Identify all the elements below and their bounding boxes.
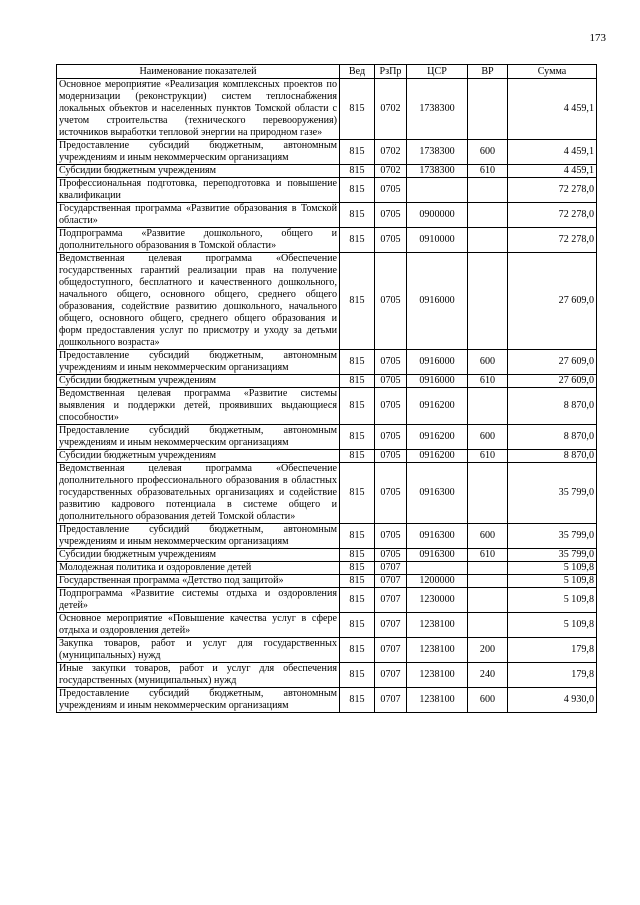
cell-vr xyxy=(468,463,508,524)
cell-sum: 72 278,0 xyxy=(508,203,597,228)
cell-sum: 4 459,1 xyxy=(508,165,597,178)
cell-rzpr: 0707 xyxy=(375,575,407,588)
cell-name: Основное мероприятие «Повышение качества услуг в сфере отдыха и оздоровления детей» xyxy=(57,613,340,638)
cell-name: Субсидии бюджетным учреждениям xyxy=(57,375,340,388)
cell-rzpr: 0707 xyxy=(375,562,407,575)
cell-name: Ведомственная целевая программа «Обеспечение дополнительного профессионального образования в областных государственных образовательных организациях и содействие развитию кадрового потенциала в системе общего и дополнительного образования детей Томской области» xyxy=(57,463,340,524)
cell-csr: 1230000 xyxy=(407,588,468,613)
cell-name: Предоставление субсидий бюджетным, автономным учреждениям и иным некоммерческим организациям xyxy=(57,425,340,450)
cell-vr: 610 xyxy=(468,375,508,388)
cell-name: Подпрограмма «Развитие дошкольного, общего и дополнительного образования в Томской области» xyxy=(57,228,340,253)
table-row xyxy=(57,228,597,253)
cell-vr: 610 xyxy=(468,549,508,562)
table-row xyxy=(57,562,597,575)
cell-vr xyxy=(468,575,508,588)
cell-rzpr: 0705 xyxy=(375,549,407,562)
page-number: 173 xyxy=(589,32,606,44)
table-row xyxy=(57,203,597,228)
cell-vr xyxy=(468,228,508,253)
cell-csr: 1238100 xyxy=(407,688,468,713)
cell-sum: 4 459,1 xyxy=(508,79,597,140)
cell-csr: 0910000 xyxy=(407,228,468,253)
cell-csr: 0916300 xyxy=(407,549,468,562)
cell-ved: 815 xyxy=(340,463,375,524)
cell-csr: 0900000 xyxy=(407,203,468,228)
header-vr: ВР xyxy=(468,65,508,79)
table-row xyxy=(57,253,597,350)
cell-vr xyxy=(468,253,508,350)
cell-vr xyxy=(468,79,508,140)
cell-csr: 1738300 xyxy=(407,79,468,140)
table-row xyxy=(57,79,597,140)
cell-rzpr: 0702 xyxy=(375,79,407,140)
cell-ved: 815 xyxy=(340,140,375,165)
cell-ved: 815 xyxy=(340,688,375,713)
cell-rzpr: 0707 xyxy=(375,688,407,713)
cell-sum: 5 109,8 xyxy=(508,613,597,638)
cell-sum: 35 799,0 xyxy=(508,524,597,549)
header-name: Наименование показателей xyxy=(57,65,340,79)
cell-name: Закупка товаров, работ и услуг для государственных (муниципальных) нужд xyxy=(57,638,340,663)
cell-name: Субсидии бюджетным учреждениям xyxy=(57,450,340,463)
cell-name: Субсидии бюджетным учреждениям xyxy=(57,165,340,178)
cell-vr: 240 xyxy=(468,663,508,688)
cell-vr: 610 xyxy=(468,450,508,463)
header-rzpr: РзПр xyxy=(375,65,407,79)
cell-sum: 8 870,0 xyxy=(508,388,597,425)
cell-name: Государственная программа «Детство под защитой» xyxy=(57,575,340,588)
cell-sum: 72 278,0 xyxy=(508,178,597,203)
cell-sum: 4 459,1 xyxy=(508,140,597,165)
cell-ved: 815 xyxy=(340,388,375,425)
cell-rzpr: 0705 xyxy=(375,524,407,549)
cell-ved: 815 xyxy=(340,524,375,549)
table-row xyxy=(57,663,597,688)
table-row xyxy=(57,350,597,375)
cell-csr: 1738300 xyxy=(407,140,468,165)
cell-vr: 600 xyxy=(468,524,508,549)
cell-vr: 600 xyxy=(468,688,508,713)
cell-sum: 5 109,8 xyxy=(508,588,597,613)
cell-name: Государственная программа «Развитие образования в Томской области» xyxy=(57,203,340,228)
table-row xyxy=(57,450,597,463)
table-row xyxy=(57,638,597,663)
cell-ved: 815 xyxy=(340,450,375,463)
cell-csr: 1238100 xyxy=(407,638,468,663)
table-row xyxy=(57,524,597,549)
cell-sum: 4 930,0 xyxy=(508,688,597,713)
cell-sum: 179,8 xyxy=(508,638,597,663)
cell-ved: 815 xyxy=(340,178,375,203)
cell-rzpr: 0705 xyxy=(375,228,407,253)
cell-sum: 27 609,0 xyxy=(508,350,597,375)
cell-sum: 5 109,8 xyxy=(508,575,597,588)
cell-rzpr: 0705 xyxy=(375,425,407,450)
table-row xyxy=(57,178,597,203)
cell-sum: 8 870,0 xyxy=(508,425,597,450)
cell-name: Подпрограмма «Развитие системы отдыха и оздоровления детей» xyxy=(57,588,340,613)
cell-name: Субсидии бюджетным учреждениям xyxy=(57,549,340,562)
cell-ved: 815 xyxy=(340,562,375,575)
cell-vr: 600 xyxy=(468,350,508,375)
cell-name: Ведомственная целевая программа «Обеспечение государственных гарантий реализации прав на получение общедоступного, бесплатного и качественного дошкольного, начального общего, основного общего, среднего общего образования, содействие развитию дошкольного, начального общего, основного общего, среднего общего образования и форм предоставления услуг по присмотру и уходу за детьми дошкольного возраста» xyxy=(57,253,340,350)
cell-vr xyxy=(468,588,508,613)
budget-table xyxy=(56,64,597,713)
cell-ved: 815 xyxy=(340,638,375,663)
cell-name: Предоставление субсидий бюджетным, автономным учреждениям и иным некоммерческим организациям xyxy=(57,140,340,165)
cell-ved: 815 xyxy=(340,575,375,588)
cell-name: Предоставление субсидий бюджетным, автономным учреждениям и иным некоммерческим организациям xyxy=(57,524,340,549)
table-row xyxy=(57,375,597,388)
table-body xyxy=(57,79,597,713)
cell-ved: 815 xyxy=(340,165,375,178)
cell-ved: 815 xyxy=(340,350,375,375)
table-row xyxy=(57,165,597,178)
cell-sum: 35 799,0 xyxy=(508,549,597,562)
cell-sum: 5 109,8 xyxy=(508,562,597,575)
cell-ved: 815 xyxy=(340,613,375,638)
cell-vr xyxy=(468,203,508,228)
cell-rzpr: 0705 xyxy=(375,375,407,388)
header-ved: Вед xyxy=(340,65,375,79)
cell-csr: 0916000 xyxy=(407,253,468,350)
cell-csr xyxy=(407,562,468,575)
cell-ved: 815 xyxy=(340,375,375,388)
cell-ved: 815 xyxy=(340,663,375,688)
table-header-row xyxy=(57,65,597,79)
cell-vr: 200 xyxy=(468,638,508,663)
cell-vr xyxy=(468,388,508,425)
table-row xyxy=(57,388,597,425)
cell-ved: 815 xyxy=(340,79,375,140)
cell-name: Предоставление субсидий бюджетным, автономным учреждениям и иным некоммерческим организациям xyxy=(57,350,340,375)
cell-rzpr: 0705 xyxy=(375,253,407,350)
cell-ved: 815 xyxy=(340,425,375,450)
table-row xyxy=(57,463,597,524)
cell-vr: 610 xyxy=(468,165,508,178)
cell-csr: 0916200 xyxy=(407,450,468,463)
cell-name: Предоставление субсидий бюджетным, автономным учреждениям и иным некоммерческим организациям xyxy=(57,688,340,713)
cell-rzpr: 0705 xyxy=(375,388,407,425)
table-row xyxy=(57,425,597,450)
cell-rzpr: 0705 xyxy=(375,463,407,524)
cell-csr: 1738300 xyxy=(407,165,468,178)
cell-csr: 0916000 xyxy=(407,375,468,388)
cell-vr: 600 xyxy=(468,425,508,450)
cell-csr: 0916300 xyxy=(407,524,468,549)
cell-sum: 179,8 xyxy=(508,663,597,688)
cell-name: Иные закупки товаров, работ и услуг для обеспечения государственных (муниципальных) нужд xyxy=(57,663,340,688)
cell-sum: 27 609,0 xyxy=(508,253,597,350)
cell-rzpr: 0705 xyxy=(375,203,407,228)
cell-vr xyxy=(468,562,508,575)
cell-ved: 815 xyxy=(340,253,375,350)
cell-rzpr: 0707 xyxy=(375,613,407,638)
cell-name: Ведомственная целевая программа «Развитие системы выявления и поддержки детей, проявивших выдающиеся способности» xyxy=(57,388,340,425)
cell-rzpr: 0707 xyxy=(375,638,407,663)
cell-sum: 72 278,0 xyxy=(508,228,597,253)
table-row xyxy=(57,588,597,613)
cell-csr: 1238100 xyxy=(407,663,468,688)
cell-name: Профессиональная подготовка, переподготовка и повышение квалификации xyxy=(57,178,340,203)
table-row xyxy=(57,140,597,165)
header-sum: Сумма xyxy=(508,65,597,79)
cell-rzpr: 0705 xyxy=(375,450,407,463)
cell-sum: 27 609,0 xyxy=(508,375,597,388)
cell-rzpr: 0707 xyxy=(375,663,407,688)
cell-sum: 35 799,0 xyxy=(508,463,597,524)
cell-csr: 0916000 xyxy=(407,350,468,375)
cell-csr: 0916200 xyxy=(407,425,468,450)
table-row xyxy=(57,549,597,562)
cell-vr xyxy=(468,178,508,203)
cell-sum: 8 870,0 xyxy=(508,450,597,463)
cell-csr: 1200000 xyxy=(407,575,468,588)
cell-rzpr: 0702 xyxy=(375,165,407,178)
table-row xyxy=(57,575,597,588)
cell-rzpr: 0705 xyxy=(375,350,407,375)
cell-rzpr: 0702 xyxy=(375,140,407,165)
cell-ved: 815 xyxy=(340,203,375,228)
cell-name: Основное мероприятие «Реализация комплексных проектов по модернизации (реконструкции) систем теплоснабжения локальных объектов и населенных пунктов Томской области с учетом строительства (технического перевооружения) источников выработки тепловой энергии на природном газе» xyxy=(57,79,340,140)
cell-csr: 1238100 xyxy=(407,613,468,638)
cell-rzpr: 0707 xyxy=(375,588,407,613)
cell-ved: 815 xyxy=(340,228,375,253)
cell-ved: 815 xyxy=(340,549,375,562)
cell-csr: 0916200 xyxy=(407,388,468,425)
cell-name: Молодежная политика и оздоровление детей xyxy=(57,562,340,575)
table-row xyxy=(57,613,597,638)
table-row xyxy=(57,688,597,713)
cell-csr xyxy=(407,178,468,203)
header-csr: ЦСР xyxy=(407,65,468,79)
cell-ved: 815 xyxy=(340,588,375,613)
cell-vr: 600 xyxy=(468,140,508,165)
cell-vr xyxy=(468,613,508,638)
cell-csr: 0916300 xyxy=(407,463,468,524)
cell-rzpr: 0705 xyxy=(375,178,407,203)
